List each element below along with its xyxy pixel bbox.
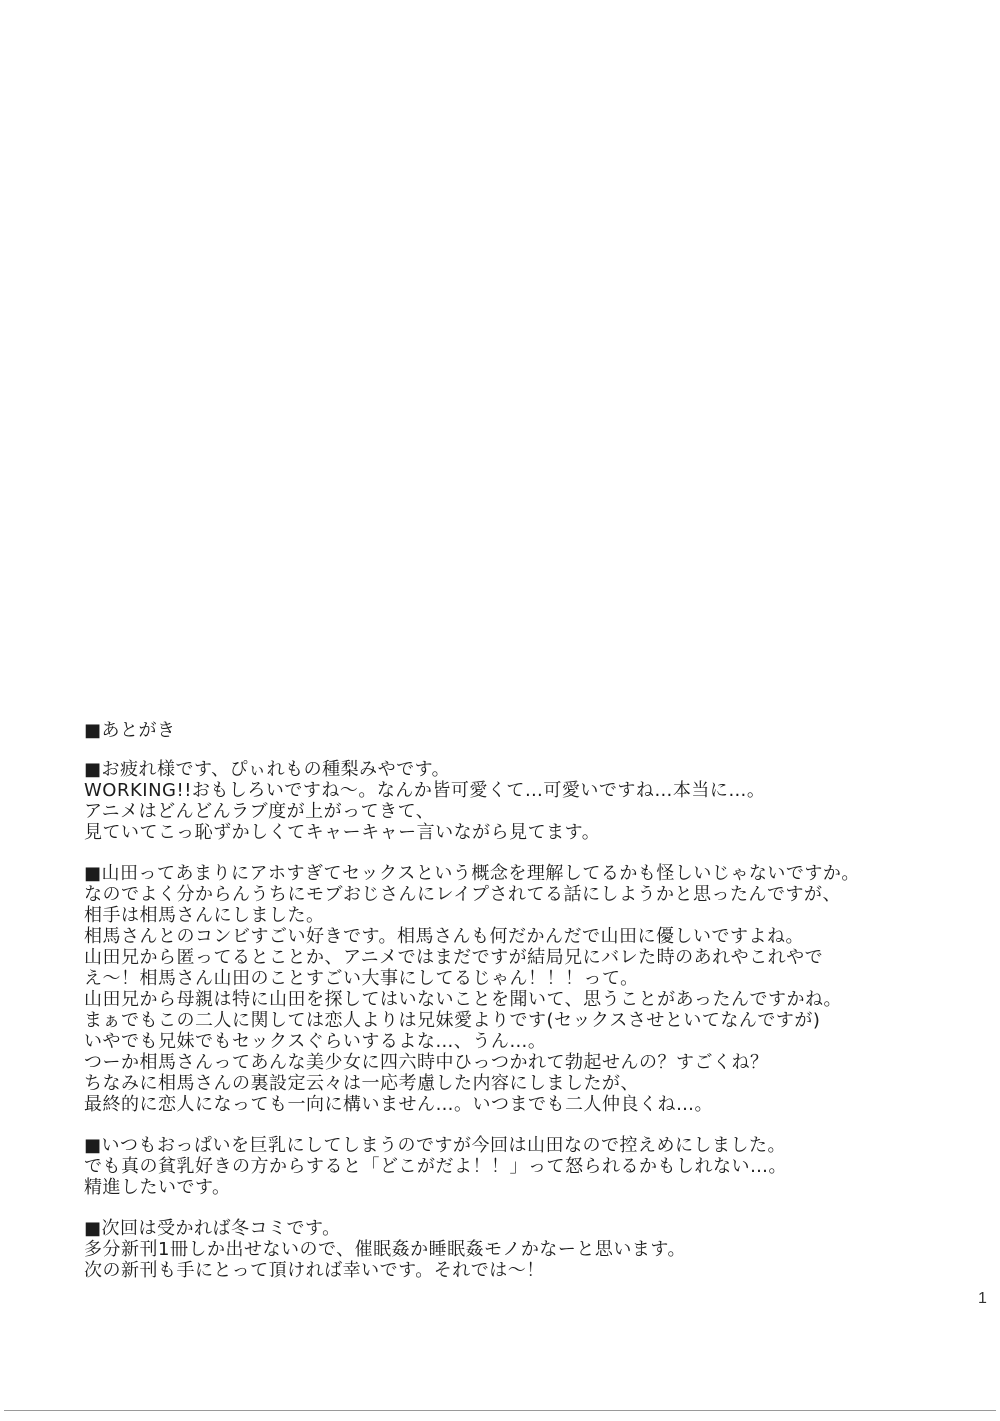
text-line: まぁでもこの二人に関しては恋人よりは兄妹愛よりです(セックスさせといてなんですが) bbox=[84, 1010, 821, 1031]
text-line: WORKING!!おもしろいですね～。なんか皆可愛くて…可愛いですね…本当に…。 bbox=[84, 780, 766, 801]
text-line: ちなみに相馬さんの裏設定云々は一応考慮した内容にしましたが、 bbox=[84, 1073, 639, 1094]
text-line: 次の新刊も手にとって頂ければ幸いです。それでは～！ bbox=[84, 1260, 545, 1281]
text-line: 相手は相馬さんにしました。 bbox=[84, 905, 325, 926]
text-line: なのでよく分からんうちにモブおじさんにレイプされてる話にしようかと思ったんですが、 bbox=[84, 884, 842, 905]
text-line: 精進したいです。 bbox=[84, 1177, 231, 1198]
page-number: 1 bbox=[978, 1290, 987, 1307]
paragraph-greeting bbox=[84, 759, 944, 843]
text-line: 山田兄から匿ってるとことか、アニメではまだですが結局兄にバレた時のあれやこれやで bbox=[84, 947, 824, 968]
text-line: つーか相馬さんってあんな美少女に四六時中ひっつかれて勃起せんの？すごくね？ bbox=[84, 1052, 769, 1073]
text-line: ■山田ってあまりにアホすぎてセックスという概念を理解してるかも怪しいじゃないですか。 bbox=[84, 863, 860, 884]
text-line: アニメはどんどんラブ度が上がってきて、 bbox=[84, 801, 435, 822]
afterword-heading: ■あとがき bbox=[84, 720, 176, 741]
text-line: ■お疲れ様です、ぴぃれもの種梨みやです。 bbox=[84, 759, 451, 780]
text-line: ■いつもおっぱいを巨乳にしてしまうのですが今回は山田なので控えめにしました。 bbox=[84, 1135, 787, 1156]
paragraph-story bbox=[84, 863, 944, 1115]
text-line: 最終的に恋人になっても一向に構いません…。いつまでも二人仲良くね…。 bbox=[84, 1094, 713, 1115]
text-line: いやでも兄妹でもセックスぐらいするよな…、うん…。 bbox=[84, 1031, 547, 1052]
text-line: え～！相馬さん山田のことすごい大事にしてるじゃん！！！って。 bbox=[84, 968, 639, 989]
paragraph-design bbox=[84, 1135, 944, 1198]
text-line: 見ていてこっ恥ずかしくてキャーキャー言いながら見てます。 bbox=[84, 822, 601, 843]
text-line: ■次回は受かれば冬コミです。 bbox=[84, 1218, 341, 1239]
paragraph-next bbox=[84, 1218, 944, 1281]
afterword bbox=[84, 720, 944, 1301]
text-line: でも真の貧乳好きの方からすると「どこがだよ！！」って怒られるかもしれない…。 bbox=[84, 1156, 787, 1177]
page-bottom-edge bbox=[4, 1410, 996, 1411]
text-line: 山田兄から母親は特に山田を探してはいないことを聞いて、思うことがあったんですかね。 bbox=[84, 989, 842, 1010]
text-line: 相馬さんとのコンビすごい好きです。相馬さんも何だかんだで山田に優しいですよね。 bbox=[84, 926, 805, 947]
text-line: 多分新刊1冊しか出せないので、催眠姦か睡眠姦モノかなーと思います。 bbox=[84, 1239, 686, 1260]
